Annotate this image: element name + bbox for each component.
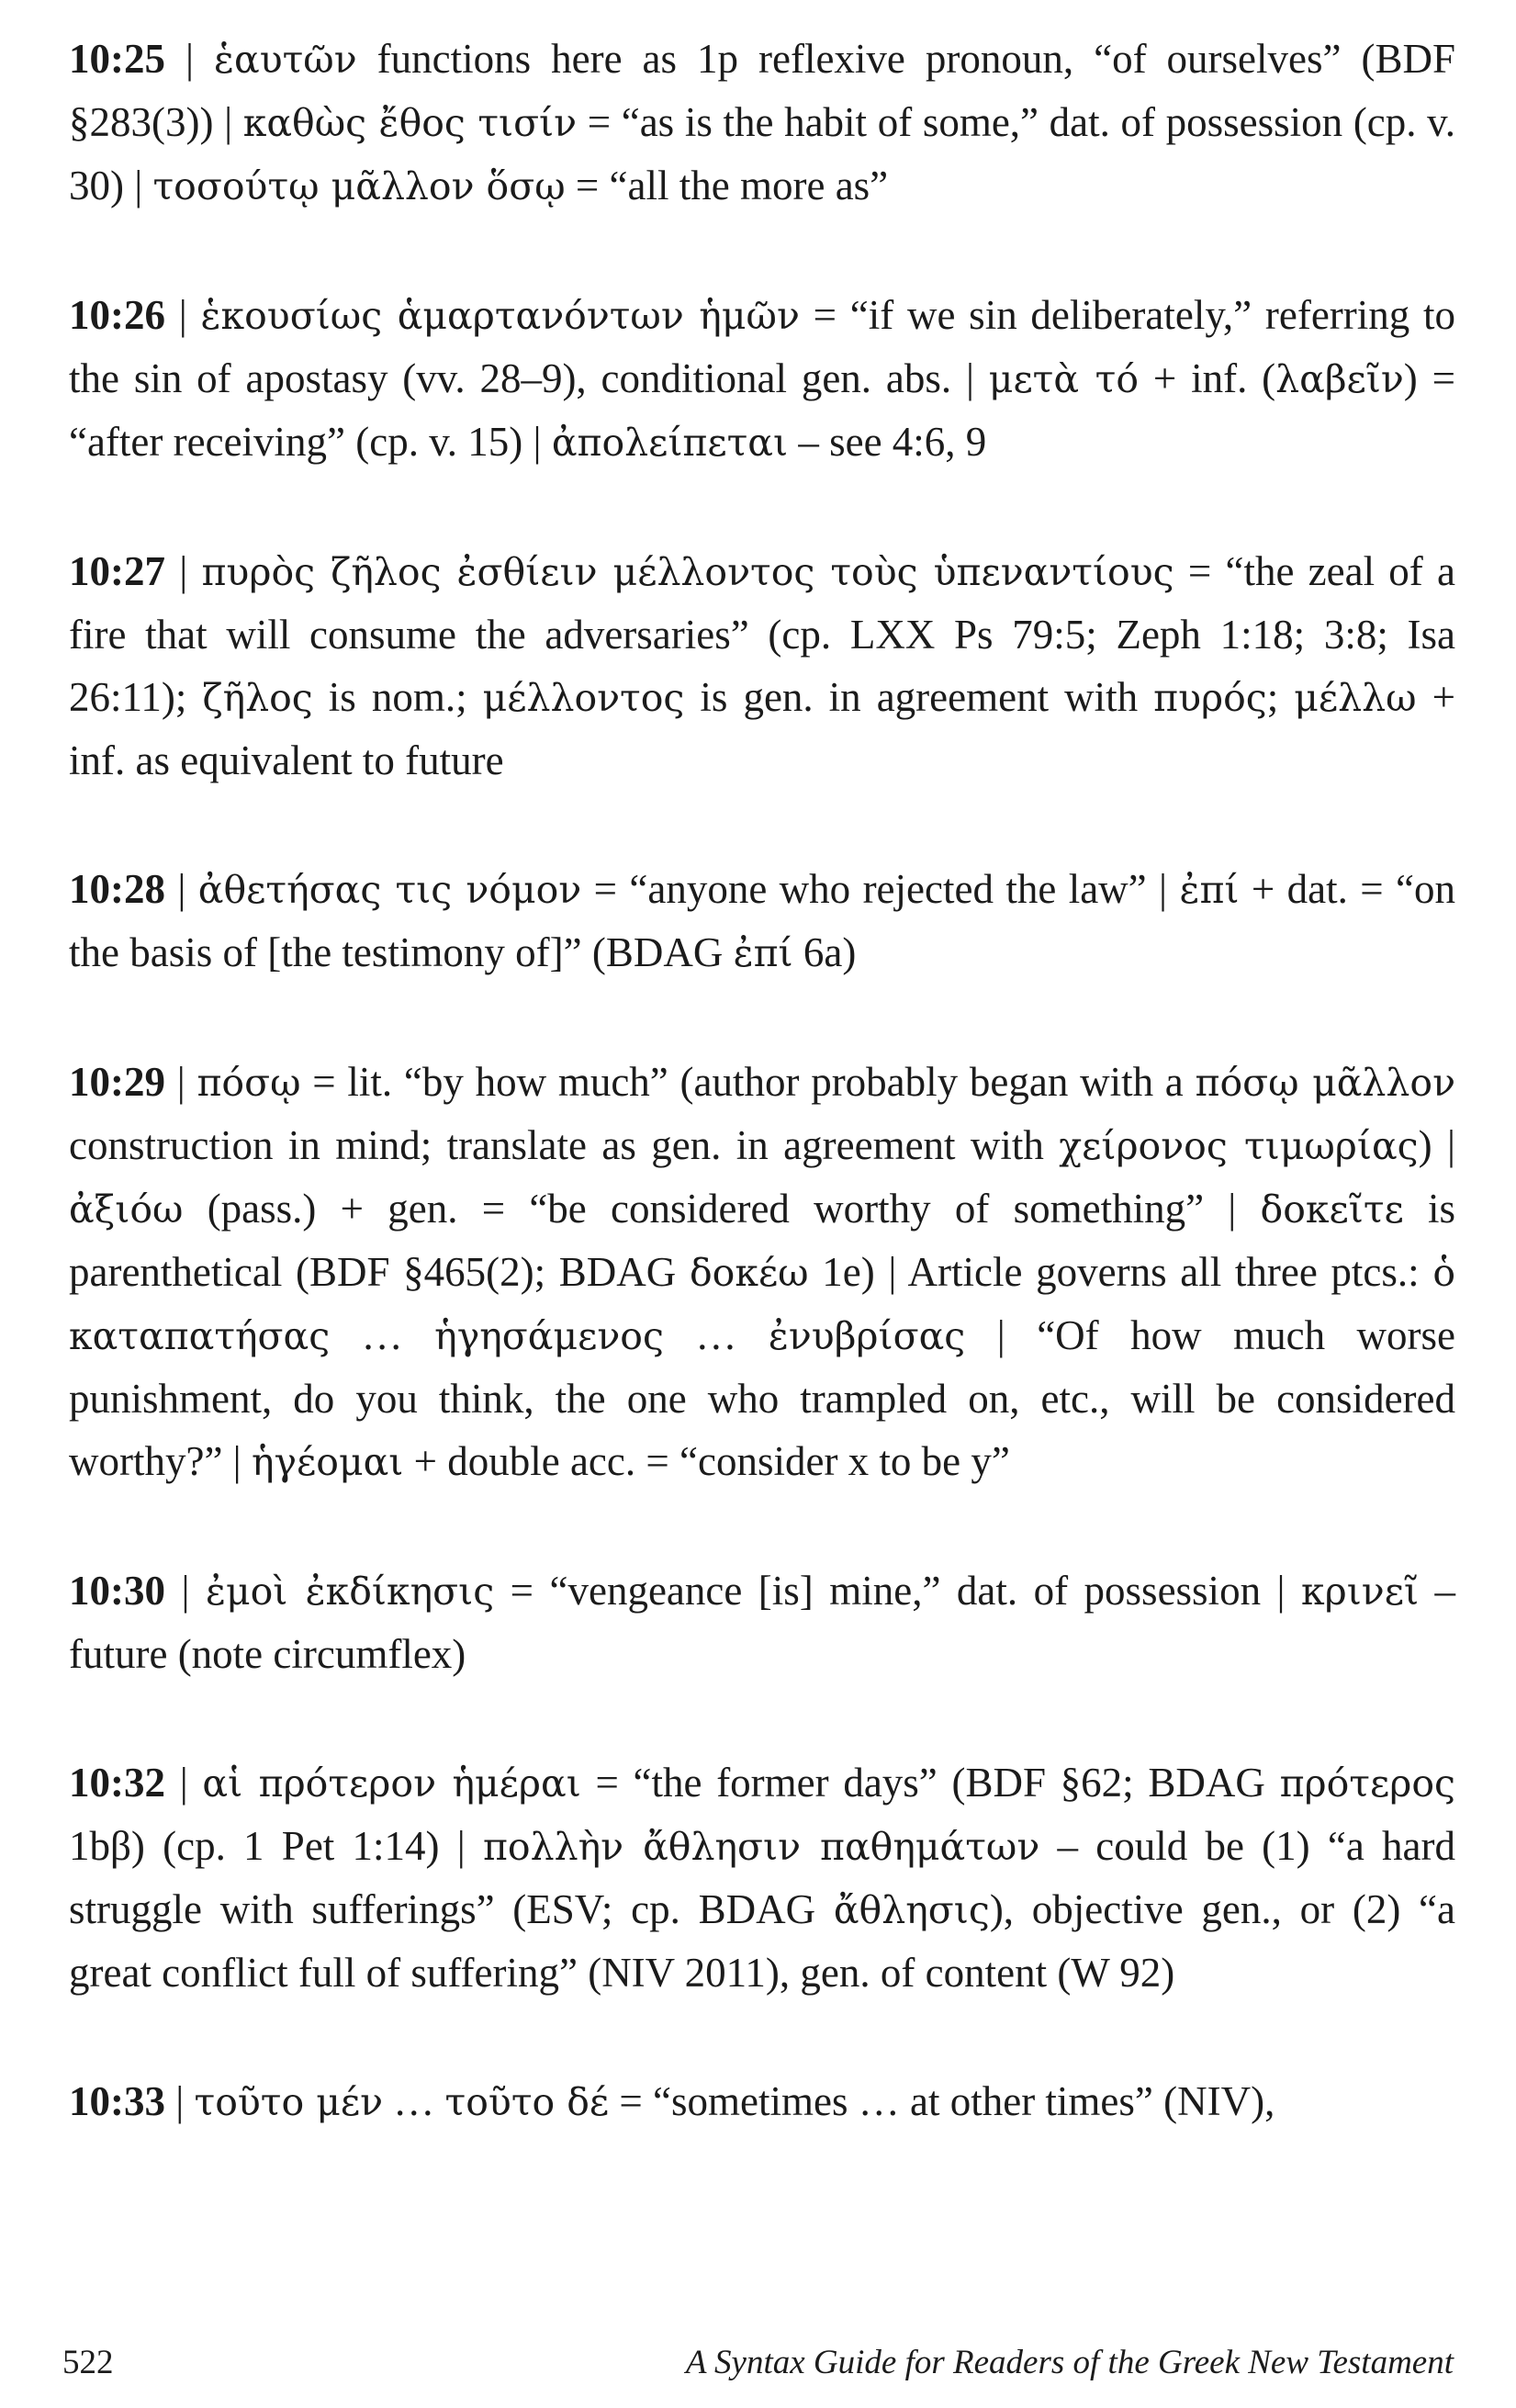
- commentary-text: ), objective gen., or (2) “a great conflict full of suffering” (NIV 2011), gen. of content (W 92): [69, 1886, 1455, 1996]
- commentary-text: + double acc. = “consider x to be y”: [403, 1438, 1010, 1484]
- greek-phrase: δοκεῖτε: [1260, 1187, 1404, 1232]
- commentary-text: = “if we sin deliberately,” referring to the sin of apostasy (vv. 28–9), conditional gen. abs. |: [69, 292, 1456, 401]
- greek-phrase: ἐμοὶ ἐκδίκησις: [205, 1570, 495, 1614]
- commentary-text: 1bβ) (cp. 1 Pet 1:14) |: [69, 1823, 483, 1869]
- page-number: 522: [62, 2344, 114, 2381]
- verse-entry: [69, 1559, 1455, 1685]
- verse-reference: 10:28: [69, 866, 165, 912]
- verse-reference: 10:33: [69, 2078, 165, 2124]
- greek-phrase: ἀξιόω: [69, 1187, 184, 1232]
- verse-reference: 10:32: [69, 1760, 165, 1806]
- greek-phrase: χείρονος τιμωρίας: [1059, 1124, 1419, 1168]
- commentary-text: |: [165, 1568, 206, 1614]
- commentary-text: – future (note circumflex): [69, 1568, 1456, 1677]
- commentary-text: |: [165, 2078, 195, 2124]
- commentary-text: | “Of how much worse punishment, do you think, the one who trampled on, etc., will be considered worthy?” |: [69, 1312, 1456, 1484]
- verse-entry: [69, 2070, 1455, 2133]
- commentary-text: is parenthetical (BDF §465(2); BDAG: [69, 1186, 1455, 1295]
- greek-phrase: πόσῳ μᾶλλον: [1195, 1061, 1455, 1105]
- greek-phrase: τοῦτο δέ: [444, 2080, 610, 2124]
- commentary-text: …: [663, 1312, 769, 1358]
- page-footer: [62, 2340, 1454, 2386]
- commentary-text: = “sometimes … at other times” (NIV),: [609, 2078, 1275, 2124]
- greek-phrase: πολλὴν ἄθλησιν παθημάτων: [482, 1825, 1040, 1869]
- commentary-text: |: [165, 548, 202, 594]
- commentary-text: (pass.) + gen. = “be considered worthy of something” |: [183, 1186, 1261, 1232]
- verse-entry: [69, 858, 1455, 985]
- greek-phrase: κρινεῖ: [1301, 1570, 1420, 1614]
- verse-reference: 10:25: [69, 36, 165, 82]
- commentary-text: …: [383, 2078, 445, 2124]
- greek-phrase: μέλλω: [1294, 676, 1417, 720]
- greek-phrase: ὁ καταπατήσας: [69, 1251, 1456, 1358]
- commentary-text: = “anyone who rejected the law” |: [581, 866, 1180, 912]
- verse-entry: [69, 284, 1455, 474]
- commentary-text: + inf. (: [1139, 355, 1276, 401]
- greek-phrase: ἄθλησις: [833, 1888, 990, 1932]
- commentary-entries: [69, 28, 1455, 2200]
- commentary-text: |: [165, 866, 198, 912]
- commentary-text: |: [165, 36, 214, 82]
- greek-phrase: τοσούτῳ μᾶλλον ὅσῳ: [152, 164, 566, 208]
- commentary-text: + inf. as equivalent to future: [69, 674, 1455, 783]
- commentary-text: construction in mind; translate as gen. in agreement with: [69, 1122, 1060, 1168]
- greek-phrase: ἑαυτῶν: [214, 38, 357, 82]
- verse-entry: [69, 28, 1455, 218]
- commentary-text: is nom.;: [312, 674, 483, 720]
- greek-phrase: ἡγέομαι: [251, 1440, 404, 1484]
- greek-phrase: ἀθετήσας τις νόμον: [197, 868, 582, 912]
- commentary-text: ;: [1266, 674, 1295, 720]
- commentary-text: + dat. = “on the basis of [the testimony of]” (BDAG: [69, 866, 1455, 975]
- greek-phrase: πόσῳ: [197, 1061, 301, 1105]
- commentary-text: 6a): [792, 929, 857, 975]
- greek-phrase: δοκέω: [689, 1251, 809, 1295]
- greek-phrase: μετὰ τό: [988, 357, 1140, 401]
- greek-phrase: ἀπολείπεται: [551, 421, 789, 465]
- verse-entry: [69, 1751, 1455, 2004]
- greek-phrase: ἐνυβρίσας: [768, 1314, 966, 1358]
- commentary-text: = “the zeal of a fire that will consume the adversaries” (cp. LXX Ps 79:5; Zeph 1:18; 3:8; Isa 26:11);: [69, 548, 1455, 720]
- verse-entry: [69, 540, 1455, 792]
- verse-reference: 10:26: [69, 292, 165, 338]
- commentary-text: |: [165, 1760, 203, 1806]
- greek-phrase: ἐπί: [1179, 868, 1240, 912]
- commentary-text: – see 4:6, 9: [788, 419, 987, 465]
- commentary-text: = “vengeance [is] mine,” dat. of possession |: [494, 1568, 1301, 1614]
- greek-phrase: τοῦτο μέν: [194, 2080, 384, 2124]
- commentary-text: 1e) | Article governs all three ptcs.:: [808, 1249, 1433, 1295]
- commentary-text: = “the former days” (BDF §62; BDAG: [580, 1760, 1280, 1806]
- verse-reference: 10:29: [69, 1059, 165, 1105]
- commentary-text: functions here as 1p reflexive pronoun, “of ourselves” (BDF §283(3)) |: [69, 36, 1456, 145]
- verse-entry: [69, 1051, 1455, 1493]
- commentary-text: ) |: [1418, 1122, 1456, 1168]
- greek-phrase: αἱ πρότερον ἡμέραι: [202, 1761, 581, 1806]
- commentary-text: = “as is the habit of some,” dat. of possession (cp. v. 30) |: [69, 99, 1455, 208]
- greek-phrase: καθὼς ἔθος τισίν: [242, 101, 578, 145]
- running-title: A Syntax Guide for Readers of the Greek New Testament: [685, 2344, 1454, 2381]
- greek-phrase: ἑκουσίως ἁμαρτανόντων ἡμῶν: [200, 294, 800, 338]
- commentary-text: = “all the more as”: [565, 163, 889, 208]
- greek-phrase: ἡγησάμενος: [434, 1314, 664, 1358]
- greek-phrase: μέλλοντος: [482, 676, 685, 720]
- commentary-text: |: [165, 1059, 197, 1105]
- greek-phrase: πυρὸς ζῆλος ἐσθίειν μέλλοντος τοὺς ὑπεναντίους: [201, 550, 1174, 594]
- verse-reference: 10:30: [69, 1568, 165, 1614]
- commentary-text: – could be (1) “a hard struggle with sufferings” (ESV; cp. BDAG: [69, 1823, 1455, 1932]
- verse-reference: 10:27: [69, 548, 165, 594]
- commentary-text: is gen. in agreement with: [684, 674, 1154, 720]
- greek-phrase: πυρός: [1153, 676, 1267, 720]
- commentary-text: ) = “after receiving” (cp. v. 15) |: [69, 355, 1455, 465]
- greek-phrase: πρότερος: [1279, 1761, 1455, 1806]
- commentary-text: |: [165, 292, 201, 338]
- greek-phrase: ζῆλος: [202, 676, 313, 720]
- greek-phrase: λαβεῖν: [1275, 357, 1404, 401]
- greek-phrase: ἐπί: [733, 931, 793, 975]
- commentary-text: …: [330, 1312, 435, 1358]
- commentary-text: = lit. “by how much” (author probably began with a: [300, 1059, 1196, 1105]
